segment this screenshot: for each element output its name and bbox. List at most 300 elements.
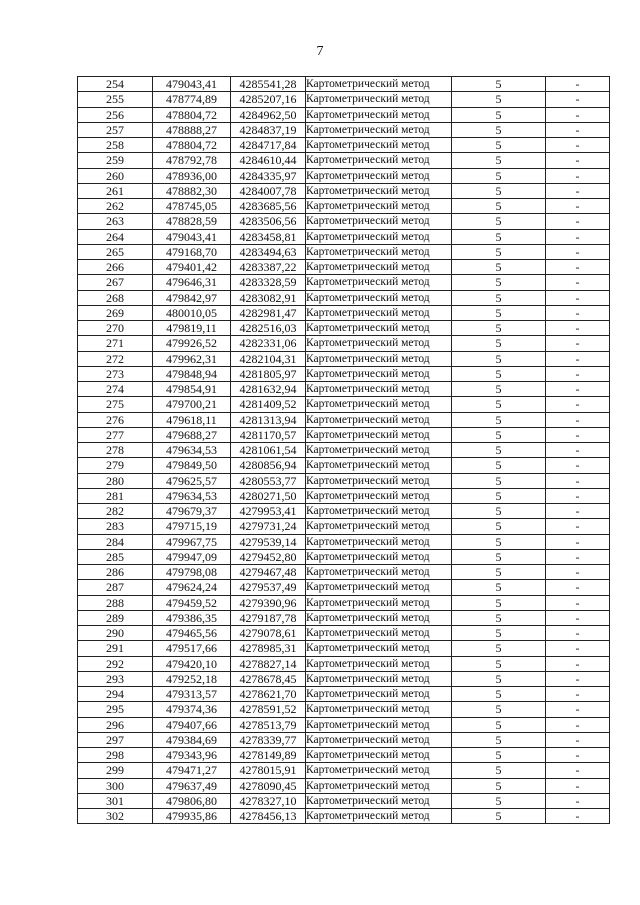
note-cell: -: [546, 656, 610, 671]
accuracy-cell: 5: [452, 473, 546, 488]
point-number-cell: 273: [78, 366, 153, 381]
method-cell: Картометрический метод: [306, 443, 452, 458]
y-coordinate-cell: 4284962,50: [231, 107, 306, 122]
x-coordinate-cell: 479947,09: [153, 549, 231, 564]
note-cell: -: [546, 626, 610, 641]
x-coordinate-cell: 479313,57: [153, 687, 231, 702]
note-cell: -: [546, 107, 610, 122]
method-cell: Картометрический метод: [306, 427, 452, 442]
y-coordinate-cell: 4284335,97: [231, 168, 306, 183]
y-coordinate-cell: 4283494,63: [231, 244, 306, 259]
y-coordinate-cell: 4278827,14: [231, 656, 306, 671]
point-number-cell: 280: [78, 473, 153, 488]
accuracy-cell: 5: [452, 717, 546, 732]
x-coordinate-cell: 479407,66: [153, 717, 231, 732]
note-cell: -: [546, 77, 610, 92]
x-coordinate-cell: 479967,75: [153, 534, 231, 549]
point-number-cell: 268: [78, 290, 153, 305]
table-row: [78, 580, 610, 595]
table-row: [78, 153, 610, 168]
method-cell: Картометрический метод: [306, 793, 452, 808]
y-coordinate-cell: 4284007,78: [231, 183, 306, 198]
table-row: [78, 412, 610, 427]
x-coordinate-cell: 479819,11: [153, 321, 231, 336]
y-coordinate-cell: 4280856,94: [231, 458, 306, 473]
y-coordinate-cell: 4281061,54: [231, 443, 306, 458]
method-cell: Картометрический метод: [306, 717, 452, 732]
table-row: [78, 366, 610, 381]
accuracy-cell: 5: [452, 641, 546, 656]
note-cell: -: [546, 412, 610, 427]
accuracy-cell: 5: [452, 336, 546, 351]
table-row: [78, 229, 610, 244]
table-row: [78, 534, 610, 549]
accuracy-cell: 5: [452, 321, 546, 336]
note-cell: -: [546, 321, 610, 336]
accuracy-cell: 5: [452, 183, 546, 198]
y-coordinate-cell: 4281313,94: [231, 412, 306, 427]
y-coordinate-cell: 4279467,48: [231, 565, 306, 580]
accuracy-cell: 5: [452, 793, 546, 808]
point-number-cell: 289: [78, 610, 153, 625]
x-coordinate-cell: 479715,19: [153, 519, 231, 534]
x-coordinate-cell: 479343,96: [153, 748, 231, 763]
method-cell: Картометрический метод: [306, 473, 452, 488]
y-coordinate-cell: 4283387,22: [231, 260, 306, 275]
point-number-cell: 300: [78, 778, 153, 793]
table-row: [78, 488, 610, 503]
note-cell: -: [546, 153, 610, 168]
accuracy-cell: 5: [452, 702, 546, 717]
point-number-cell: 288: [78, 595, 153, 610]
method-cell: Картометрический метод: [306, 580, 452, 595]
table-row: [78, 687, 610, 702]
note-cell: -: [546, 275, 610, 290]
point-number-cell: 274: [78, 382, 153, 397]
point-number-cell: 301: [78, 793, 153, 808]
point-number-cell: 281: [78, 488, 153, 503]
point-number-cell: 279: [78, 458, 153, 473]
table-row: [78, 793, 610, 808]
method-cell: Картометрический метод: [306, 458, 452, 473]
note-cell: -: [546, 397, 610, 412]
y-coordinate-cell: 4278513,79: [231, 717, 306, 732]
page-number: 7: [316, 44, 324, 59]
x-coordinate-cell: 479926,52: [153, 336, 231, 351]
y-coordinate-cell: 4280553,77: [231, 473, 306, 488]
method-cell: Картометрический метод: [306, 107, 452, 122]
x-coordinate-cell: 479384,69: [153, 732, 231, 747]
x-coordinate-cell: 479168,70: [153, 244, 231, 259]
accuracy-cell: 5: [452, 778, 546, 793]
note-cell: -: [546, 519, 610, 534]
point-number-cell: 271: [78, 336, 153, 351]
x-coordinate-cell: 479688,27: [153, 427, 231, 442]
accuracy-cell: 5: [452, 549, 546, 564]
table-row: [78, 382, 610, 397]
table-row: [78, 519, 610, 534]
y-coordinate-cell: 4282331,06: [231, 336, 306, 351]
point-number-cell: 278: [78, 443, 153, 458]
x-coordinate-cell: 479798,08: [153, 565, 231, 580]
note-cell: -: [546, 610, 610, 625]
note-cell: -: [546, 199, 610, 214]
y-coordinate-cell: 4283506,56: [231, 214, 306, 229]
x-coordinate-cell: 479637,49: [153, 778, 231, 793]
method-cell: Картометрический метод: [306, 595, 452, 610]
x-coordinate-cell: 479848,94: [153, 366, 231, 381]
x-coordinate-cell: 478745,05: [153, 199, 231, 214]
table-row: [78, 473, 610, 488]
method-cell: Картометрический метод: [306, 366, 452, 381]
y-coordinate-cell: 4284717,84: [231, 138, 306, 153]
note-cell: -: [546, 305, 610, 320]
method-cell: Картометрический метод: [306, 382, 452, 397]
accuracy-cell: 5: [452, 732, 546, 747]
accuracy-cell: 5: [452, 412, 546, 427]
point-number-cell: 292: [78, 656, 153, 671]
accuracy-cell: 5: [452, 168, 546, 183]
accuracy-cell: 5: [452, 809, 546, 824]
accuracy-cell: 5: [452, 748, 546, 763]
table-row: [78, 427, 610, 442]
x-coordinate-cell: 479252,18: [153, 671, 231, 686]
accuracy-cell: 5: [452, 610, 546, 625]
note-cell: -: [546, 732, 610, 747]
x-coordinate-cell: 478804,72: [153, 138, 231, 153]
table-row: [78, 321, 610, 336]
y-coordinate-cell: 4278327,10: [231, 793, 306, 808]
x-coordinate-cell: 479679,37: [153, 504, 231, 519]
accuracy-cell: 5: [452, 275, 546, 290]
note-cell: -: [546, 473, 610, 488]
y-coordinate-cell: 4278591,52: [231, 702, 306, 717]
y-coordinate-cell: 4280271,50: [231, 488, 306, 503]
note-cell: -: [546, 138, 610, 153]
table-row: [78, 397, 610, 412]
note-cell: -: [546, 366, 610, 381]
accuracy-cell: 5: [452, 122, 546, 137]
table-row: [78, 443, 610, 458]
table-row: [78, 290, 610, 305]
method-cell: Картометрический метод: [306, 122, 452, 137]
method-cell: Картометрический метод: [306, 656, 452, 671]
x-coordinate-cell: 479618,11: [153, 412, 231, 427]
method-cell: Картометрический метод: [306, 305, 452, 320]
method-cell: Картометрический метод: [306, 260, 452, 275]
table-row: [78, 305, 610, 320]
note-cell: -: [546, 687, 610, 702]
point-number-cell: 259: [78, 153, 153, 168]
point-number-cell: 261: [78, 183, 153, 198]
x-coordinate-cell: 479624,24: [153, 580, 231, 595]
y-coordinate-cell: 4281805,97: [231, 366, 306, 381]
note-cell: -: [546, 458, 610, 473]
accuracy-cell: 5: [452, 656, 546, 671]
note-cell: -: [546, 595, 610, 610]
x-coordinate-cell: 479471,27: [153, 763, 231, 778]
y-coordinate-cell: 4285207,16: [231, 92, 306, 107]
point-number-cell: 293: [78, 671, 153, 686]
point-number-cell: 290: [78, 626, 153, 641]
accuracy-cell: 5: [452, 260, 546, 275]
point-number-cell: 291: [78, 641, 153, 656]
point-number-cell: 286: [78, 565, 153, 580]
table-row: [78, 595, 610, 610]
table-row: [78, 504, 610, 519]
table-row: [78, 336, 610, 351]
table-row: [78, 244, 610, 259]
table-row: [78, 107, 610, 122]
coordinates-table-body: [78, 77, 610, 824]
table-row: [78, 641, 610, 656]
coordinates-table: [77, 76, 610, 824]
note-cell: -: [546, 122, 610, 137]
table-row: [78, 351, 610, 366]
y-coordinate-cell: 4279187,78: [231, 610, 306, 625]
accuracy-cell: 5: [452, 351, 546, 366]
y-coordinate-cell: 4278090,45: [231, 778, 306, 793]
table-row: [78, 183, 610, 198]
accuracy-cell: 5: [452, 153, 546, 168]
y-coordinate-cell: 4283458,81: [231, 229, 306, 244]
point-number-cell: 255: [78, 92, 153, 107]
method-cell: Картометрический метод: [306, 275, 452, 290]
method-cell: Картометрический метод: [306, 244, 452, 259]
note-cell: -: [546, 92, 610, 107]
table-row: [78, 549, 610, 564]
note-cell: -: [546, 290, 610, 305]
accuracy-cell: 5: [452, 595, 546, 610]
x-coordinate-cell: 479043,41: [153, 229, 231, 244]
method-cell: Картометрический метод: [306, 138, 452, 153]
x-coordinate-cell: 478888,27: [153, 122, 231, 137]
table-row: [78, 702, 610, 717]
accuracy-cell: 5: [452, 305, 546, 320]
table-row: [78, 122, 610, 137]
accuracy-cell: 5: [452, 199, 546, 214]
table-row: [78, 92, 610, 107]
point-number-cell: 272: [78, 351, 153, 366]
method-cell: Картометрический метод: [306, 229, 452, 244]
point-number-cell: 267: [78, 275, 153, 290]
point-number-cell: 282: [78, 504, 153, 519]
table-row: [78, 214, 610, 229]
note-cell: -: [546, 427, 610, 442]
accuracy-cell: 5: [452, 92, 546, 107]
y-coordinate-cell: 4279078,61: [231, 626, 306, 641]
x-coordinate-cell: 479374,36: [153, 702, 231, 717]
point-number-cell: 287: [78, 580, 153, 595]
accuracy-cell: 5: [452, 626, 546, 641]
y-coordinate-cell: 4281409,52: [231, 397, 306, 412]
method-cell: Картометрический метод: [306, 397, 452, 412]
method-cell: Картометрический метод: [306, 778, 452, 793]
table-row: [78, 275, 610, 290]
point-number-cell: 269: [78, 305, 153, 320]
accuracy-cell: 5: [452, 519, 546, 534]
point-number-cell: 265: [78, 244, 153, 259]
note-cell: -: [546, 702, 610, 717]
point-number-cell: 297: [78, 732, 153, 747]
point-number-cell: 257: [78, 122, 153, 137]
y-coordinate-cell: 4282516,03: [231, 321, 306, 336]
accuracy-cell: 5: [452, 504, 546, 519]
accuracy-cell: 5: [452, 290, 546, 305]
note-cell: -: [546, 443, 610, 458]
point-number-cell: 258: [78, 138, 153, 153]
method-cell: Картометрический метод: [306, 504, 452, 519]
note-cell: -: [546, 641, 610, 656]
y-coordinate-cell: 4278985,31: [231, 641, 306, 656]
note-cell: -: [546, 748, 610, 763]
y-coordinate-cell: 4279537,49: [231, 580, 306, 595]
note-cell: -: [546, 549, 610, 564]
point-number-cell: 276: [78, 412, 153, 427]
point-number-cell: 256: [78, 107, 153, 122]
x-coordinate-cell: 479420,10: [153, 656, 231, 671]
point-number-cell: 294: [78, 687, 153, 702]
note-cell: -: [546, 382, 610, 397]
x-coordinate-cell: 479634,53: [153, 443, 231, 458]
method-cell: Картометрический метод: [306, 336, 452, 351]
note-cell: -: [546, 580, 610, 595]
method-cell: Картометрический метод: [306, 351, 452, 366]
accuracy-cell: 5: [452, 366, 546, 381]
method-cell: Картометрический метод: [306, 610, 452, 625]
point-number-cell: 283: [78, 519, 153, 534]
table-row: [78, 610, 610, 625]
note-cell: -: [546, 671, 610, 686]
accuracy-cell: 5: [452, 580, 546, 595]
y-coordinate-cell: 4282981,47: [231, 305, 306, 320]
x-coordinate-cell: 479625,57: [153, 473, 231, 488]
y-coordinate-cell: 4278678,45: [231, 671, 306, 686]
method-cell: Картометрический метод: [306, 488, 452, 503]
accuracy-cell: 5: [452, 382, 546, 397]
point-number-cell: 270: [78, 321, 153, 336]
note-cell: -: [546, 763, 610, 778]
point-number-cell: 254: [78, 77, 153, 92]
y-coordinate-cell: 4278149,89: [231, 748, 306, 763]
point-number-cell: 296: [78, 717, 153, 732]
point-number-cell: 264: [78, 229, 153, 244]
y-coordinate-cell: 4284610,44: [231, 153, 306, 168]
table-row: [78, 199, 610, 214]
y-coordinate-cell: 4278339,77: [231, 732, 306, 747]
note-cell: -: [546, 793, 610, 808]
y-coordinate-cell: 4279731,24: [231, 519, 306, 534]
accuracy-cell: 5: [452, 229, 546, 244]
method-cell: Картометрический метод: [306, 763, 452, 778]
note-cell: -: [546, 504, 610, 519]
method-cell: Картометрический метод: [306, 732, 452, 747]
table-row: [78, 732, 610, 747]
table-row: [78, 626, 610, 641]
point-number-cell: 284: [78, 534, 153, 549]
x-coordinate-cell: 479634,53: [153, 488, 231, 503]
x-coordinate-cell: 479043,41: [153, 77, 231, 92]
note-cell: -: [546, 244, 610, 259]
table-row: [78, 77, 610, 92]
y-coordinate-cell: 4278015,91: [231, 763, 306, 778]
x-coordinate-cell: 479935,86: [153, 809, 231, 824]
note-cell: -: [546, 168, 610, 183]
table-row: [78, 168, 610, 183]
accuracy-cell: 5: [452, 244, 546, 259]
y-coordinate-cell: 4279953,41: [231, 504, 306, 519]
method-cell: Картометрический метод: [306, 626, 452, 641]
accuracy-cell: 5: [452, 138, 546, 153]
x-coordinate-cell: 479854,91: [153, 382, 231, 397]
accuracy-cell: 5: [452, 687, 546, 702]
y-coordinate-cell: 4279539,14: [231, 534, 306, 549]
method-cell: Картометрический метод: [306, 748, 452, 763]
method-cell: Картометрический метод: [306, 641, 452, 656]
x-coordinate-cell: 479962,31: [153, 351, 231, 366]
x-coordinate-cell: 478792,78: [153, 153, 231, 168]
note-cell: -: [546, 534, 610, 549]
x-coordinate-cell: 478882,30: [153, 183, 231, 198]
point-number-cell: 295: [78, 702, 153, 717]
point-number-cell: 277: [78, 427, 153, 442]
x-coordinate-cell: 479459,52: [153, 595, 231, 610]
note-cell: -: [546, 809, 610, 824]
method-cell: Картометрический метод: [306, 77, 452, 92]
accuracy-cell: 5: [452, 671, 546, 686]
x-coordinate-cell: 479465,56: [153, 626, 231, 641]
point-number-cell: 298: [78, 748, 153, 763]
y-coordinate-cell: 4279390,96: [231, 595, 306, 610]
method-cell: Картометрический метод: [306, 534, 452, 549]
y-coordinate-cell: 4279452,80: [231, 549, 306, 564]
x-coordinate-cell: 479517,66: [153, 641, 231, 656]
point-number-cell: 266: [78, 260, 153, 275]
method-cell: Картометрический метод: [306, 809, 452, 824]
table-row: [78, 671, 610, 686]
note-cell: -: [546, 351, 610, 366]
x-coordinate-cell: 478774,89: [153, 92, 231, 107]
table-row: [78, 656, 610, 671]
accuracy-cell: 5: [452, 214, 546, 229]
method-cell: Картометрический метод: [306, 412, 452, 427]
method-cell: Картометрический метод: [306, 153, 452, 168]
method-cell: Картометрический метод: [306, 687, 452, 702]
accuracy-cell: 5: [452, 427, 546, 442]
accuracy-cell: 5: [452, 443, 546, 458]
table-row: [78, 763, 610, 778]
point-number-cell: 260: [78, 168, 153, 183]
y-coordinate-cell: 4284837,19: [231, 122, 306, 137]
point-number-cell: 275: [78, 397, 153, 412]
table-row: [78, 138, 610, 153]
y-coordinate-cell: 4283082,91: [231, 290, 306, 305]
method-cell: Картометрический метод: [306, 199, 452, 214]
method-cell: Картометрический метод: [306, 702, 452, 717]
y-coordinate-cell: 4281632,94: [231, 382, 306, 397]
accuracy-cell: 5: [452, 763, 546, 778]
method-cell: Картометрический метод: [306, 565, 452, 580]
table-row: [78, 458, 610, 473]
x-coordinate-cell: 478828,59: [153, 214, 231, 229]
note-cell: -: [546, 260, 610, 275]
method-cell: Картометрический метод: [306, 168, 452, 183]
x-coordinate-cell: 480010,05: [153, 305, 231, 320]
y-coordinate-cell: 4283685,56: [231, 199, 306, 214]
note-cell: -: [546, 214, 610, 229]
method-cell: Картометрический метод: [306, 671, 452, 686]
y-coordinate-cell: 4283328,59: [231, 275, 306, 290]
